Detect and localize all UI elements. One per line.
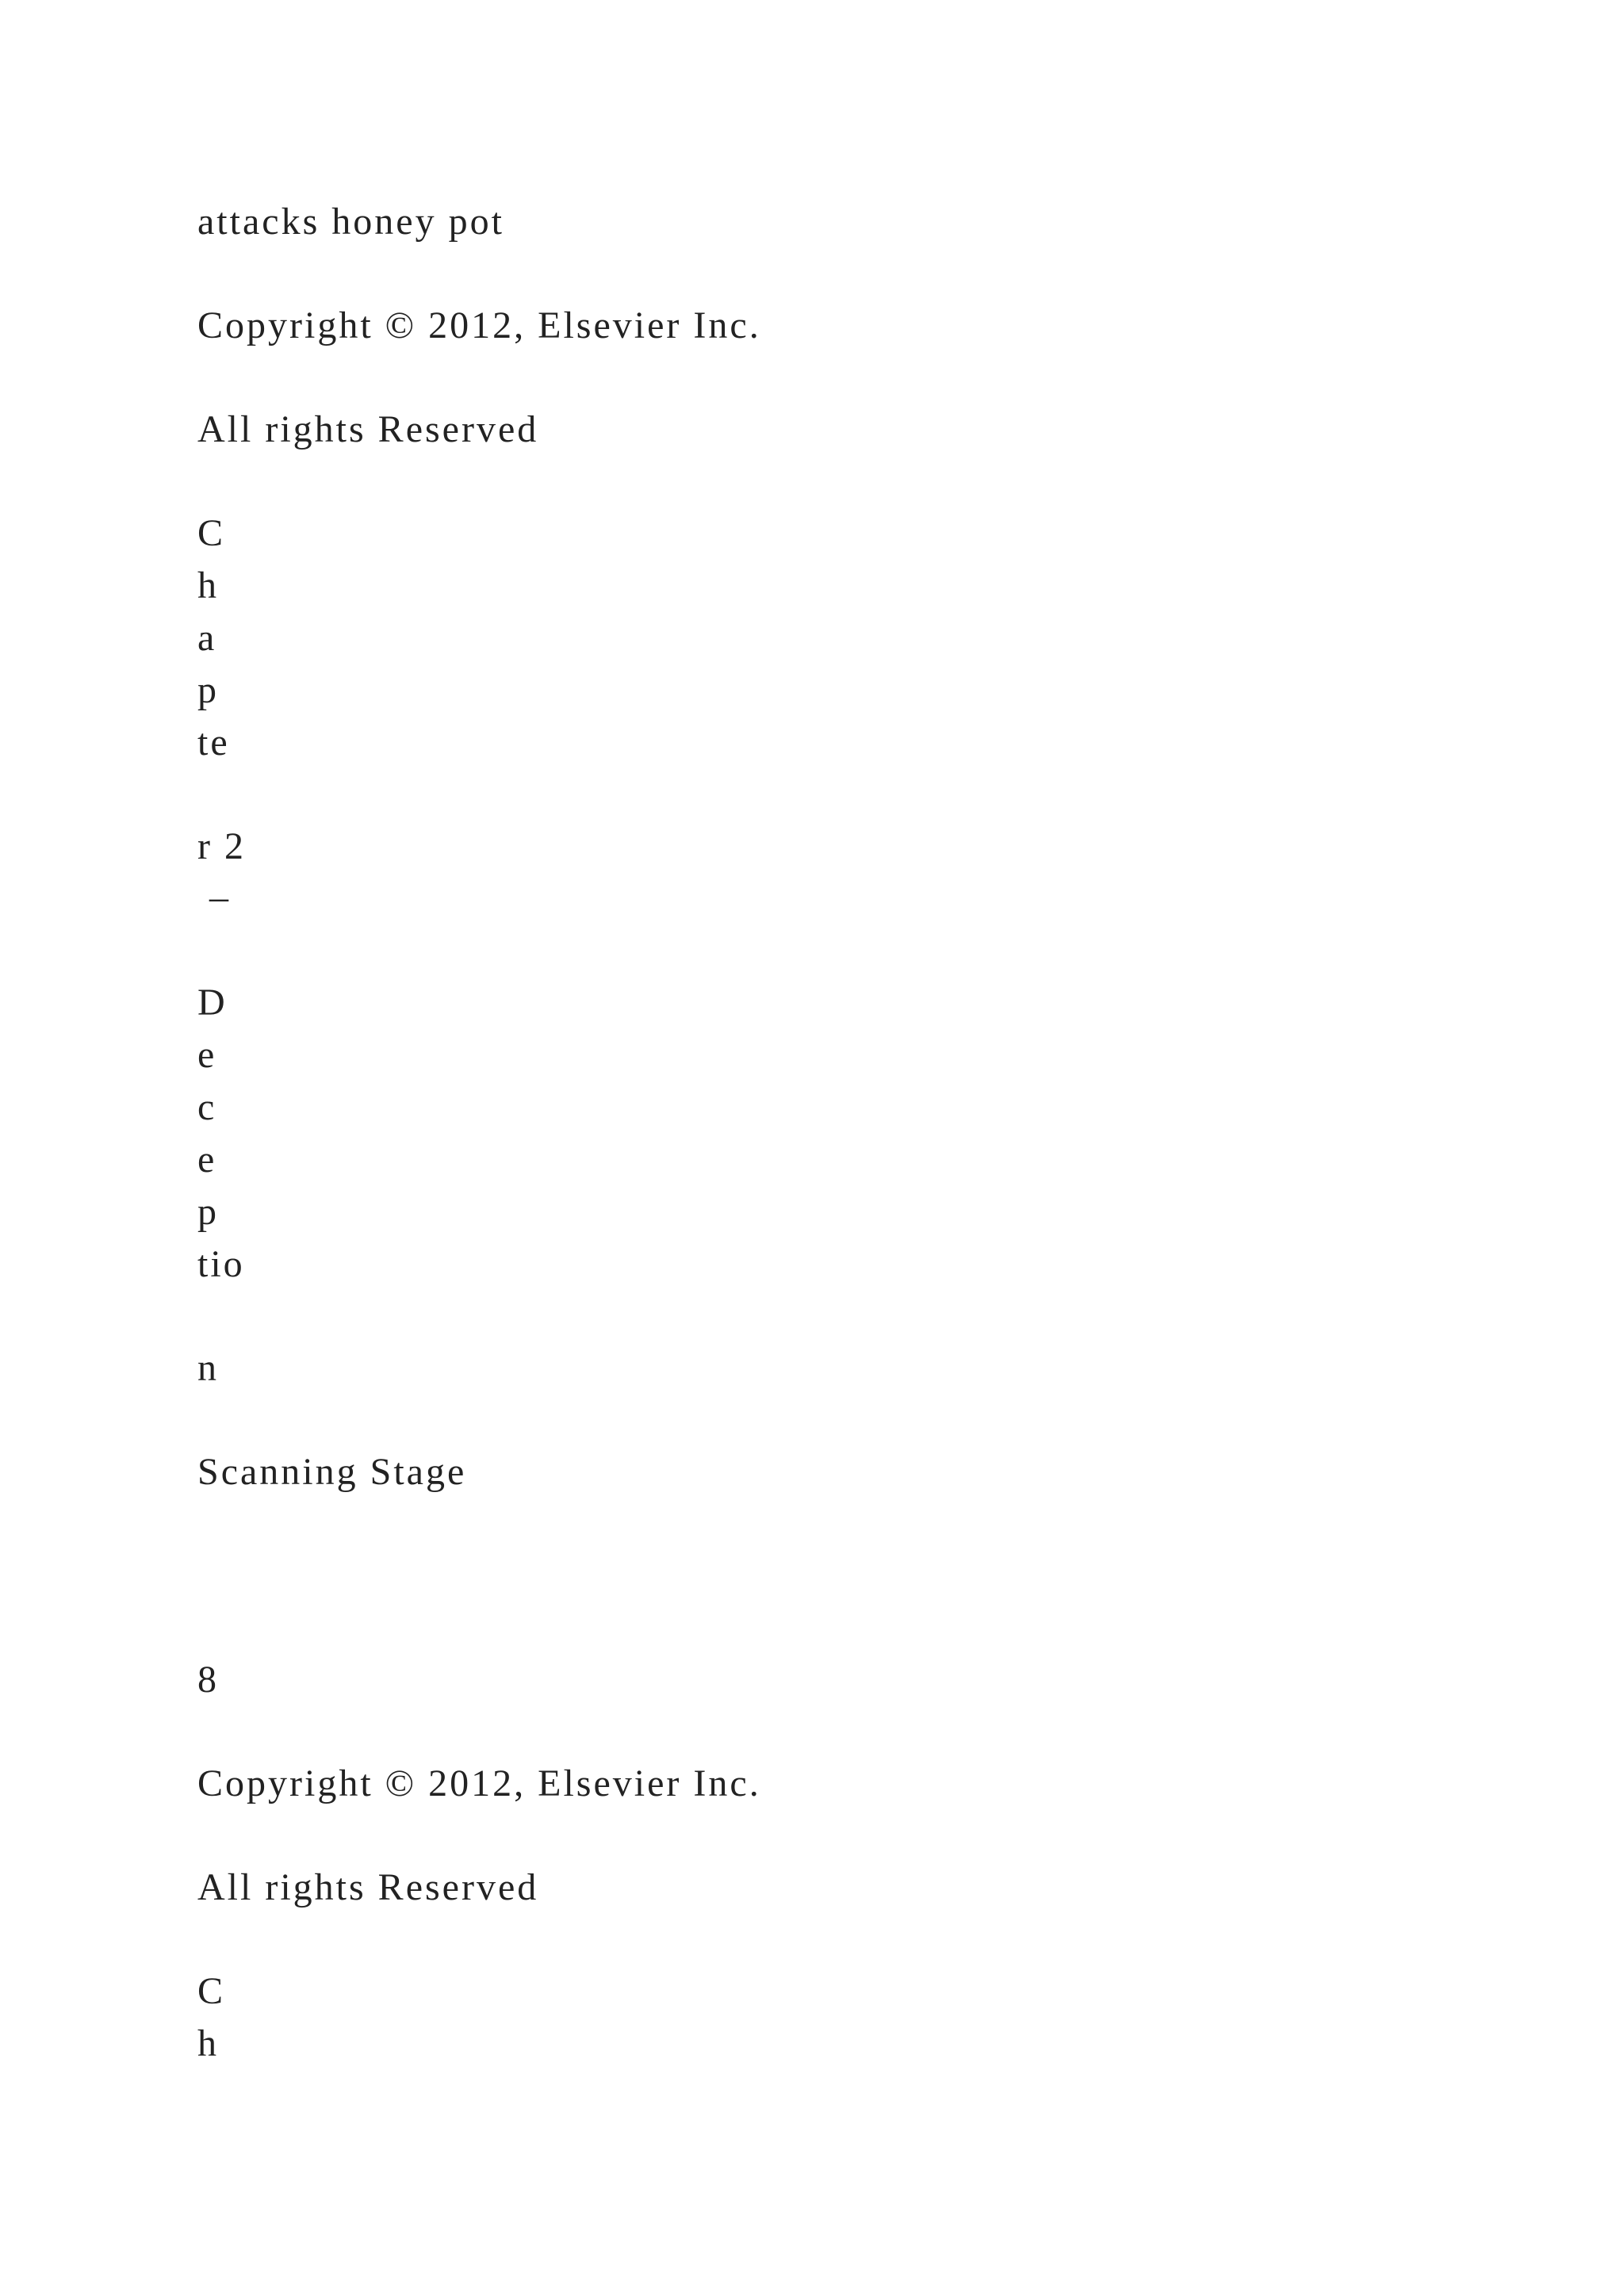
text-line: a [197, 617, 217, 659]
text-line: – [197, 876, 231, 918]
page-number: 8 [197, 1659, 219, 1701]
copyright-line: Copyright © 2012, Elsevier Inc. [197, 1762, 761, 1804]
section-heading: Scanning Stage [197, 1451, 467, 1493]
text-line: C [197, 1970, 226, 2012]
text-line: tio [197, 1243, 245, 1285]
rights-line: All rights Reserved [197, 408, 539, 450]
text-line: p [197, 669, 219, 711]
copyright-line: Copyright © 2012, Elsevier Inc. [197, 304, 761, 346]
text-line: C [197, 512, 226, 554]
text-line: D [197, 982, 228, 1024]
text-line: te [197, 721, 230, 763]
text-line: n [197, 1347, 219, 1389]
text-line: e [197, 1034, 217, 1076]
text-line: r 2 [197, 825, 246, 867]
text-line: c [197, 1086, 217, 1128]
text-line: attacks honey pot [197, 201, 504, 243]
text-line: e [197, 1138, 217, 1181]
text-line: h [197, 2022, 219, 2064]
rights-line: All rights Reserved [197, 1866, 539, 1908]
text-line: p [197, 1191, 219, 1233]
text-line: h [197, 564, 219, 607]
